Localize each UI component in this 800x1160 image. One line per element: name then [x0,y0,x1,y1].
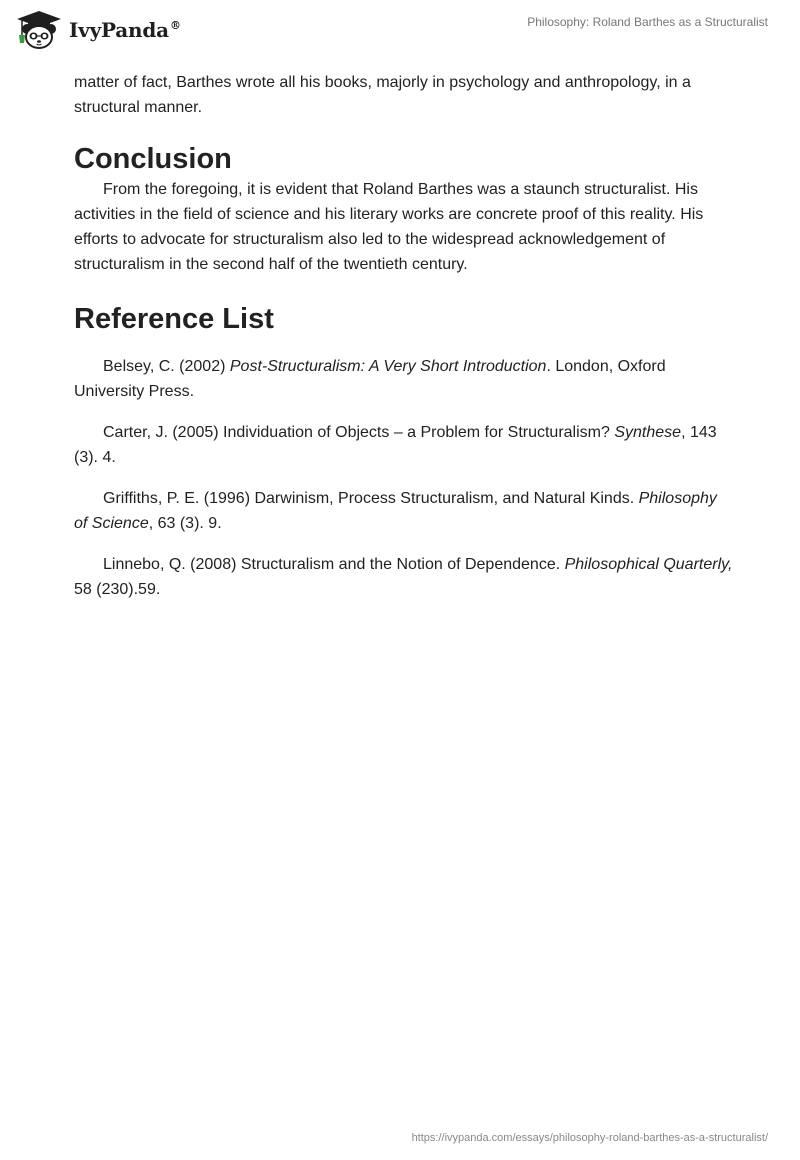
panda-graduate-icon [14,9,64,51]
source-url-link[interactable]: https://ivypanda.com/essays/philosophy-roland-barthes-as-a-structuralist/ [411,1132,768,1144]
running-title: Philosophy: Roland Barthes as a Structuralist [527,15,768,29]
reference-item: Linnebo, Q. (2008) Structuralism and the Notion of Dependence. Philosophical Quarterly, 58 (230).59. [74,556,733,598]
reference-list [74,354,734,602]
brand-name: IvyPanda® [69,18,181,42]
page-header [0,0,800,64]
intro-paragraph: matter of fact, Barthes wrote all his books, majorly in psychology and anthropology, in a structural manner. [74,74,691,116]
conclusion-heading: Conclusion [74,143,232,175]
reference-item: Carter, J. (2005) Individuation of Objects – a Problem for Structuralism? Synthese, 143 (3). 4. [74,424,717,466]
conclusion-paragraph: From the foregoing, it is evident that Roland Barthes was a staunch structuralist. His activities in the field of science and his literary works are concrete proof of this reality. His efforts to advocate for structuralism also led to the widespread acknowledgement of structuralism in the second half of the twentieth century. [74,181,704,273]
reference-item: Griffiths, P. E. (1996) Darwinism, Process Structuralism, and Natural Kinds. Philosophy of Science, 63 (3). 9. [74,490,717,532]
ivypanda-logo[interactable] [14,9,181,51]
reference-item: Belsey, C. (2002) Post-Structuralism: A Very Short Introduction. London, Oxford University Press. [74,358,666,400]
reference-list-heading: Reference List [74,303,274,335]
document-body [74,70,734,618]
